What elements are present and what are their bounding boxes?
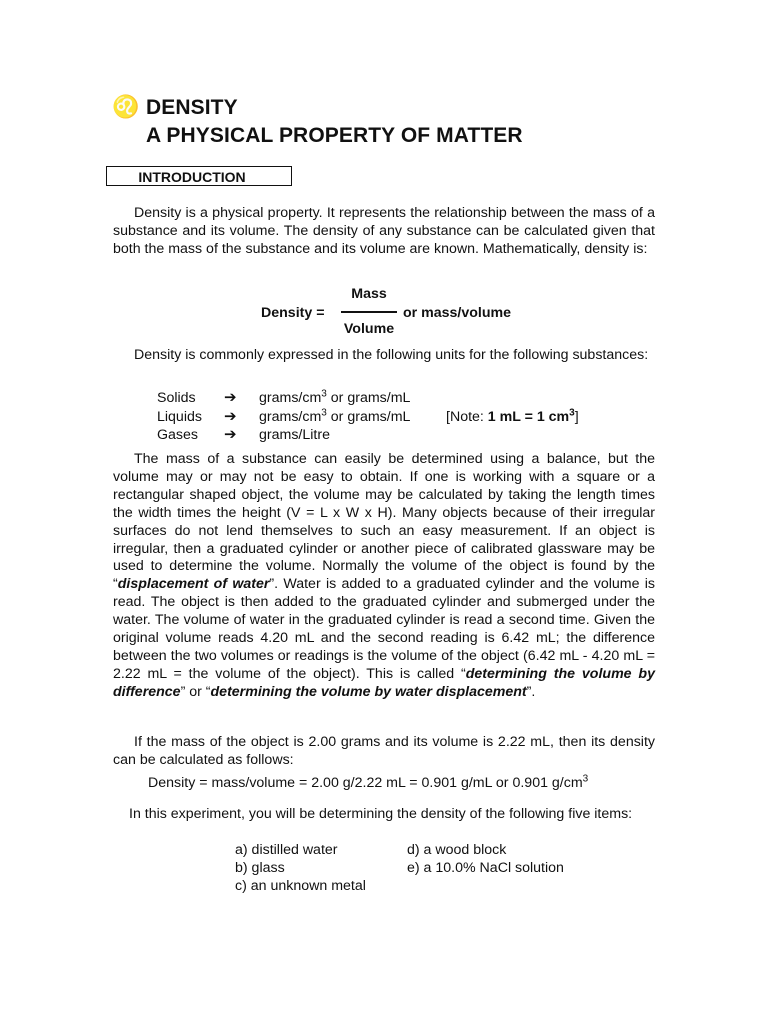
list-item: c) an unknown metal: [235, 878, 366, 894]
paragraph-4: [113, 734, 655, 770]
unit-note: [Note: 1 mL = 1 $cm^3$]: [446, 407, 579, 425]
list-item: e) a 10.0% NaCl solution: [407, 860, 564, 876]
paragraph-1-text: Density is a physical property. It represents the relationship between the mass of a substance and its volume. The density of any substance can be calculated given that both the mass of the substance and its volume are known. Mathematically, density is:: [113, 205, 655, 257]
paragraph-5-text: In this experiment, you will be determining the density of the following five items:: [129, 806, 633, 822]
formula-label: Density =: [261, 305, 325, 321]
emphasis-displacement-of-water: displacement of water: [117, 576, 270, 593]
unit-value: grams/$cm^3$ or grams/mL: [259, 388, 411, 406]
list-item: b) glass: [235, 860, 285, 876]
leo-symbol-icon: ♌: [112, 95, 140, 120]
density-calculation: Density = mass/volume = 2.00 g/2.22 mL = 0.901 g/mL or 0.901 $g/cm^3$: [148, 773, 589, 791]
emphasis-volume-by-water-displacement: determining the volume by water displacement: [210, 683, 527, 700]
paragraph-1: [113, 205, 655, 259]
title-line-2: A PHYSICAL PROPERTY OF MATTER: [146, 124, 523, 147]
arrow-right-icon: ➔: [224, 389, 237, 406]
unit-name: Liquids: [157, 408, 202, 425]
paragraph-5: [113, 806, 655, 824]
unit-name: Solids: [157, 390, 196, 406]
list-item: d) a wood block: [407, 842, 507, 858]
unit-value: grams/$cm^3$ or grams/mL: [259, 406, 411, 425]
arrow-right-icon: ➔: [224, 426, 237, 443]
list-item: a) distilled water: [235, 842, 338, 858]
title-line-1: [112, 94, 523, 122]
fraction-bar: [341, 311, 397, 313]
paragraph-2-text: Density is commonly expressed in the following units for the following substances:: [134, 347, 649, 363]
formula-alternative: or mass/volume: [403, 305, 512, 321]
title-text-1: DENSITY: [146, 96, 238, 119]
emphasis-volume-by-difference: determining the volume by difference: [113, 665, 655, 700]
unit-name: Gases: [157, 427, 199, 443]
paragraph-2: [113, 347, 655, 365]
paragraph-3: The mass of a substance can easily be determined using a balance, but the volume may or may not be easy to obtain. If one is working with a square or a rectangular shaped object, the volume may be calculated by taking the length times the width times the height (V = L x W x H). Many objects because of their irregular surfaces do not lend themselves to such an easy measurement. If an object is irregular, then a graduated cylinder or another piece of calibrated glassware may be used to determine the volume. Normally the volume of the object is found by the “displacement of water”. Water is added to a graduated cylinder and the volume is read. The object is then added to the graduated cylinder and submerged under the water. The volume of water in the graduated cylinder is read a second time. Given the original volume reads 4.20 mL and the second reading is 6.42 mL; the difference between the two volumes or readings is the volume of the object (6.42 mL - 4.20 mL = 2.22 mL = the volume of the object). This is called “determining the volume by difference” or “determining the volume by water displacement”.: [113, 451, 656, 700]
formula-numerator: Mass: [351, 286, 387, 302]
section-heading-introduction: INTRODUCTION: [106, 166, 292, 186]
formula-denominator: Volume: [343, 321, 395, 337]
unit-value: grams/Litre: [259, 427, 330, 443]
document-title: [112, 94, 523, 150]
arrow-right-icon: ➔: [224, 407, 237, 425]
paragraph-4-text: If the mass of the object is 2.00 grams and its volume is 2.22 mL, then its density can be calculated as follows:: [113, 734, 655, 768]
formula-fraction: [341, 284, 397, 338]
density-formula: [261, 284, 561, 340]
